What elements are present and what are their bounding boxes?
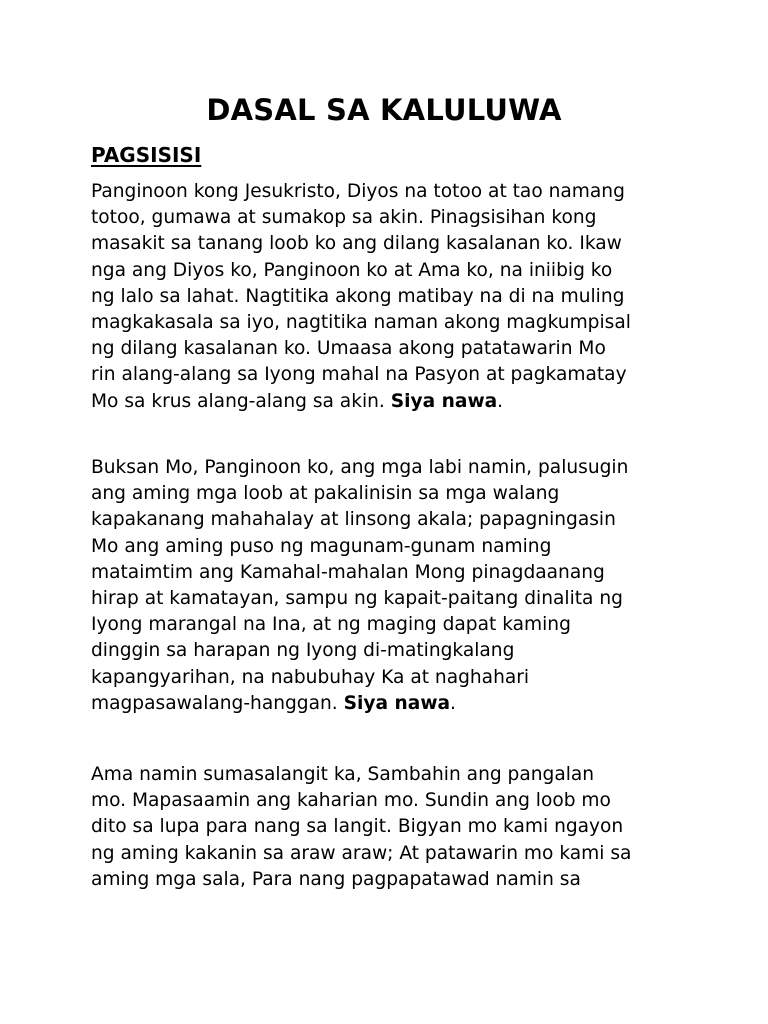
text-line: mataimtim ang Kamahal-mahalan Mong pinagdaanang <box>91 561 605 583</box>
paragraph-ama-namin <box>91 762 691 893</box>
text-line-closing <box>91 691 691 717</box>
text-line: Panginoon kong Jesukristo, Diyos na totoo at tao namang <box>91 181 625 202</box>
section-heading-pagsisisi: PAGSISISI <box>91 143 202 167</box>
text-line: Mo ang aming puso ng magunam-gunam naming <box>91 535 552 557</box>
text-line: kapangyarihan, na nabubuhay Ka at naghahari <box>91 666 530 688</box>
text-line: dito sa lupa para nang sa langit. Bigyan mo kami ngayon <box>91 816 624 838</box>
text-line: mo. Mapasaamin ang kaharian mo. Sundin ang loob mo <box>91 790 611 812</box>
text-line: Ama namin sumasalangit ka, Sambahin ang pangalan <box>91 764 595 785</box>
text-line-closing <box>91 389 691 415</box>
text-line: hirap at kamatayan, sampu ng kapait-paitang dinalita ng <box>91 588 623 610</box>
text-line: magkakasala sa iyo, nagtitika naman akong magkumpisal <box>91 312 631 334</box>
paragraph-pagsisisi <box>91 179 691 415</box>
paragraph-buksan-mo <box>91 455 691 717</box>
text-line: ang aming mga loob at pakalinisin sa mga walang <box>91 483 560 505</box>
text-line: ng lalo sa lahat. Nagtitika akong matibay na di na muling <box>91 285 625 307</box>
closing-text: magpasawalang-hanggan. <box>91 692 344 714</box>
document-title: DASAL SA KALULUWA <box>206 93 562 127</box>
closing-siya-nawa: Siya nawa <box>343 692 451 714</box>
closing-text: Mo sa krus alang-alang sa akin. <box>91 390 391 412</box>
text-line: masakit sa tanang loob ko ang dilang kasalanan ko. Ikaw <box>91 233 622 255</box>
closing-punctuation: . <box>450 692 456 714</box>
text-line: nga ang Diyos ko, Panginoon ko at Ama ko, na iniibig ko <box>91 259 613 281</box>
text-line: kapakanang mahahalay at linsong akala; papagningasin <box>91 509 616 531</box>
text-line: Buksan Mo, Panginoon ko, ang mga labi namin, palusugin <box>91 457 629 478</box>
text-line: ng aming kakanin sa araw araw; At patawarin mo kami sa <box>91 842 632 864</box>
text-line: aming mga sala, Para nang pagpapatawad namin sa <box>91 868 581 890</box>
text-line: Iyong marangal na Ina, at ng maging dapat kaming <box>91 614 571 636</box>
text-line: totoo, gumawa at sumakop sa akin. Pinagsisihan kong <box>91 207 597 229</box>
text-line: ng dilang kasalanan ko. Umaasa akong patatawarin Mo <box>91 338 606 360</box>
closing-siya-nawa: Siya nawa <box>390 390 498 412</box>
text-line: dinggin sa harapan ng Iyong di-matingkalang <box>91 640 515 662</box>
text-line: rin alang-alang sa Iyong mahal na Pasyon at pagkamatay <box>91 364 627 386</box>
closing-punctuation: . <box>497 390 504 412</box>
